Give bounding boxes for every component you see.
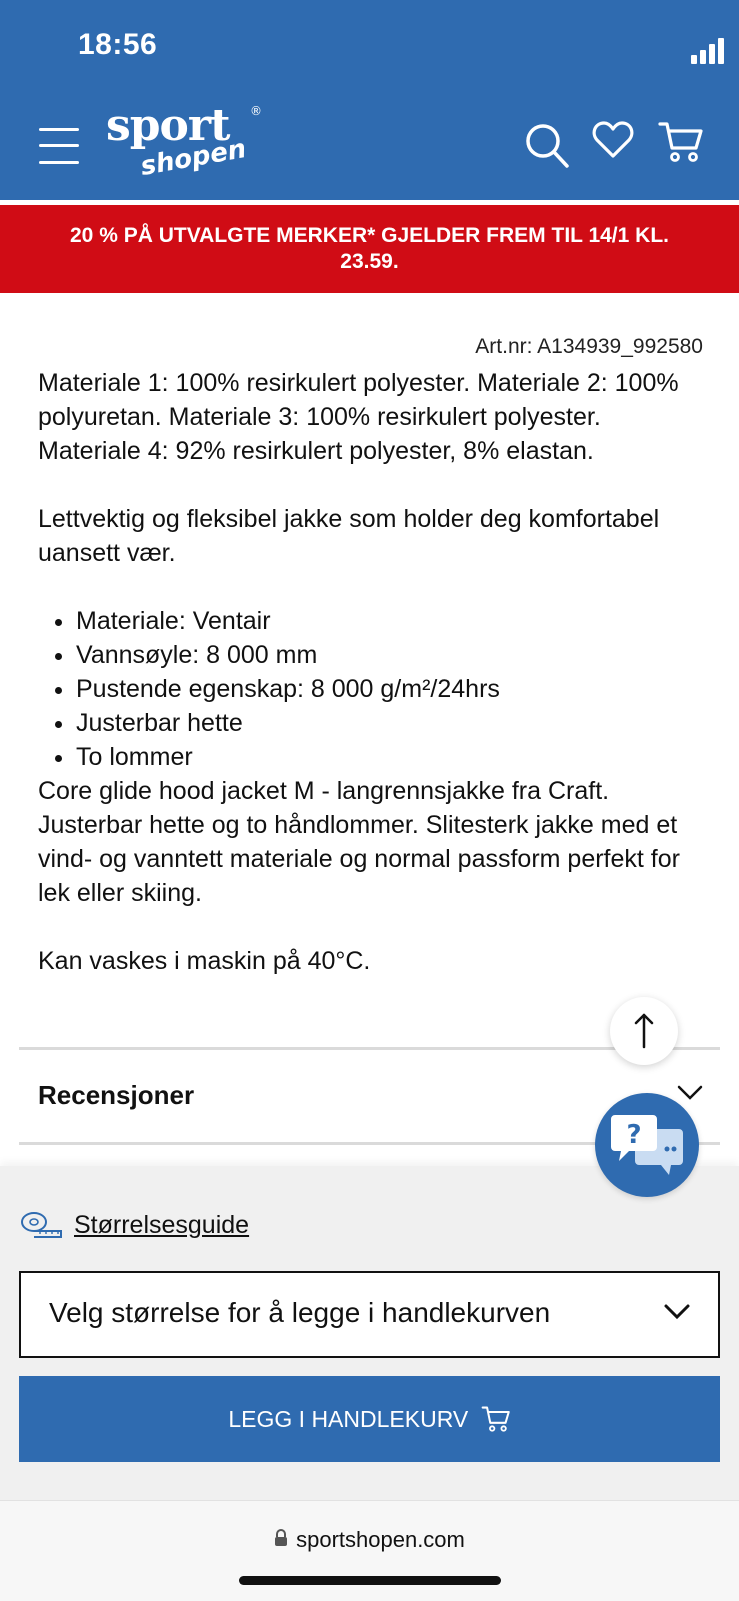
article-number: Art.nr: A134939_992580 (475, 335, 703, 358)
logo-registered-mark: ® (250, 104, 262, 118)
status-time: 18:56 (78, 28, 158, 61)
measuring-tape-icon (20, 1210, 64, 1240)
arrow-up-icon (632, 1011, 656, 1051)
size-guide-link[interactable]: Størrelsesguide (74, 1211, 250, 1239)
list-item: • Pustende egenskap: 8 000 g/m²/24hrs (76, 672, 703, 706)
logo-shopen-text: shopen (138, 133, 249, 183)
promo-banner[interactable]: 20 % PÅ UTVALGTE MERKER* GJELDER FREM TIL 14/1 KL. 23.59. (0, 205, 739, 293)
svg-text:?: ? (626, 1120, 642, 1150)
list-item: • Justerbar hette (76, 706, 703, 740)
logo-sport-text: sport (106, 100, 230, 151)
chevron-down-icon[interactable] (676, 1084, 704, 1102)
sportshopen-logo[interactable] (106, 100, 266, 184)
care-text: Kan vaskes i maskin på 40°C. (38, 947, 371, 975)
materials-text: Materiale 1: 100% resirkulert polyester. Materiale 2: 100% polyuretan. Materiale 3: 100% resirkulert polyester. Materiale 4: 92% resirkulert polyester, 8% elastan. (38, 369, 679, 465)
chat-icon (609, 1113, 685, 1179)
home-indicator[interactable] (239, 1576, 501, 1585)
tagline-text: Lettvektig og fleksibel jakke som holder deg komfortabel uansett vær. (38, 505, 660, 567)
reviews-accordion[interactable]: Recensjoner (38, 1080, 195, 1110)
list-item: • Vannsøyle: 8 000 mm (76, 638, 703, 672)
chevron-down-icon (663, 1303, 691, 1321)
site-header (0, 0, 739, 200)
list-item: • Materiale: Ventair (76, 604, 703, 638)
url-display[interactable] (0, 1527, 739, 1553)
list-item: • To lommer (76, 740, 703, 774)
cart-icon[interactable] (658, 120, 704, 164)
cellular-signal-icon (691, 34, 731, 64)
heart-icon[interactable] (592, 120, 634, 160)
size-select-label: Velg størrelse for å legge i handlekurven (49, 1297, 551, 1328)
description-text: Core glide hood jacket M - langrennsjakke fra Craft. Justerbar hette og to håndlommer. Slitesterk jakke med et vind- og vanntett materiale og normal passform perfekt for lek eller skiing. (38, 777, 680, 907)
size-select[interactable] (19, 1271, 720, 1358)
menu-icon[interactable] (39, 126, 79, 166)
url-text: sportshopen.com (296, 1527, 465, 1552)
feature-list (38, 604, 703, 774)
scroll-to-top-button[interactable] (610, 997, 678, 1065)
browser-url-bar[interactable] (0, 1500, 739, 1601)
cart-icon (481, 1405, 511, 1433)
search-icon[interactable] (524, 120, 570, 170)
add-to-cart-label: LEGG I HANDLEKURV (228, 1406, 469, 1432)
lock-icon (274, 1529, 288, 1547)
product-description (38, 330, 703, 978)
chat-button[interactable] (595, 1093, 699, 1197)
add-to-cart-button[interactable] (19, 1376, 720, 1462)
